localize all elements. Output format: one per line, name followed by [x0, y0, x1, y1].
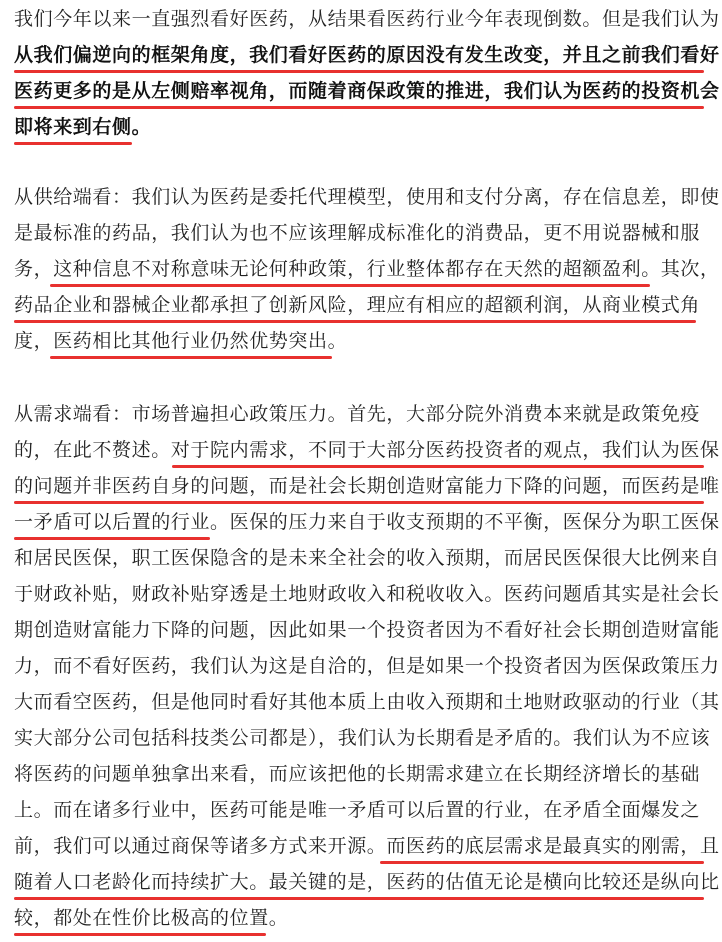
para3-line12: 上。而在诸多行业中，医药可能是唯一矛盾可以后置的行业，在矛盾全面爆发之 — [14, 799, 701, 821]
underline — [14, 897, 704, 900]
underline — [14, 106, 704, 109]
para3-line11: 将医药的问题单独拿出来看，而应该把他的长期需求建立在长期经济增长的基础 — [14, 763, 701, 785]
underline — [14, 537, 210, 540]
para2-line2: 是最标准的药品，我们认为也不应该理解成标准化的消费品，更不用说器械和服 — [14, 222, 701, 244]
para1-line4: 即将来到右侧。 — [14, 116, 152, 138]
para2-line5: 度，医药相比其他行业仍然优势突出。 — [14, 330, 348, 352]
underline — [14, 501, 704, 504]
para3-line14: 随着人口老龄化而持续扩大。最关键的是，医药的估值无论是横向比较还是纵向比 — [14, 871, 720, 893]
underline — [14, 933, 266, 936]
para3-line10: 实大部分公司包括科技类公司都是），我们认为长期看是矛盾的。我们认为不应该 — [14, 727, 711, 749]
underline — [14, 142, 132, 145]
para3-line9: 大而看空医药，但是他同时看好其他本质上由收入预期和土地财政驱动的行业（其 — [14, 691, 720, 713]
para3-line4: 一矛盾可以后置的行业。医保的压力来自于收支预期的不平衡，医保分为职工医保 — [14, 511, 720, 533]
para1-line1: 我们今年以来一直强烈看好医药，从结果看医药行业今年表现倒数。但是我们认为 — [14, 8, 720, 30]
para3-line15: 较，都处在性价比极高的位置。 — [14, 907, 289, 929]
para3-line2: 的，在此不赘述。对于院内需求，不同于大部分医药投资者的观点，我们认为医保 — [14, 439, 720, 461]
para3-line1: 从需求端看：市场普遍担心政策压力。首先，大部分院外消费本来就是政策免疫 — [14, 403, 701, 425]
para2-line4: 药品企业和器械企业都承担了创新风险，理应有相应的超额利润，从商业模式角 — [14, 294, 701, 316]
para3-line5: 和居民医保，职工医保隐含的是未来全社会的收入预期，而居民医保很大比例来自 — [14, 547, 720, 569]
underline — [14, 70, 704, 73]
underline — [14, 320, 696, 323]
underline — [50, 356, 332, 359]
para1-line3: 医药更多的是从左侧赔率视角，而随着商保政策的推进，我们认为医药的投资机会 — [14, 80, 720, 102]
para2-line1: 从供给端看：我们认为医药是委托代理模型，使用和支付分离，存在信息差，即使 — [14, 186, 720, 208]
para3-line3: 的问题并非医药自身的问题，而是社会长期创造财富能力下降的问题，而医药是唯 — [14, 475, 720, 497]
para1-line2: 从我们偏逆向的框架角度，我们看好医药的原因没有发生改变，并且之前我们看好 — [14, 44, 720, 66]
underline — [172, 465, 704, 468]
para3-line7: 期创造财富能力下降的问题，因此如果一个投资者因为不看好社会长期创造财富能 — [14, 619, 720, 641]
underline — [380, 861, 704, 864]
underline — [50, 284, 650, 287]
para3-line6: 于财政补贴，财政补贴穿透是土地财政收入和税收收入。医药问题盾其实是社会长 — [14, 583, 720, 605]
para3-line8: 力，而不看好医药，我们认为这是自洽的，但是如果一个投资者因为医保政策压力 — [14, 655, 720, 677]
para2-line3: 务，这种信息不对称意味无论何种政策，行业整体都存在天然的超额盈利。其次， — [14, 258, 720, 280]
para3-line13: 前，我们可以通过商保等诸多方式来开源。而医药的底层需求是最真实的刚需，且 — [14, 835, 720, 857]
